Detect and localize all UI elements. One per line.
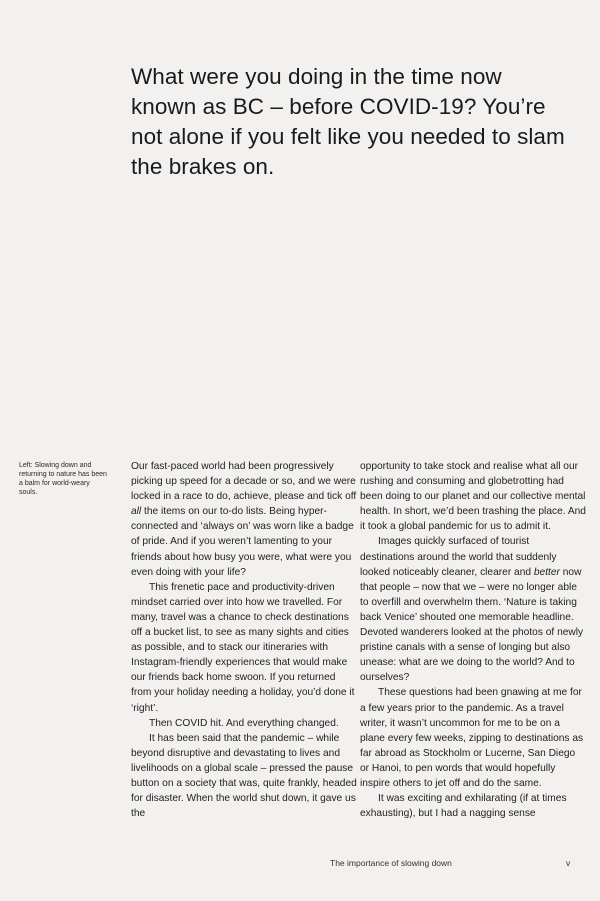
emphasis-text: all xyxy=(131,506,142,518)
paragraph xyxy=(360,534,586,685)
emphasis-text: better xyxy=(533,566,560,578)
paragraph-text: Images quickly surfaced of tourist destinations around the world that suddenly looked noticeably cleaner, clearer and xyxy=(360,536,557,578)
paragraph: It has been said that the pandemic – while beyond disruptive and devastating to lives and livelihoods on a global scale – pressed the pause button on a society that was, quite frankly, headed for disaster. When the world shut down, it gave us the xyxy=(131,732,357,820)
paragraph-text: Our fast-paced world had been progressively picking up speed for a decade or so, and we were locked in a race to do, achieve, please and tick off xyxy=(131,461,357,503)
paragraph xyxy=(131,459,357,580)
paragraph-text: the items on our to-do lists. Being hyper-connected and ‘always on’ was worn like a badge of pride. And if you weren’t lamenting to your friends about how busy you were, what were you even doing with your life? xyxy=(131,506,354,578)
body-column-right xyxy=(360,459,586,821)
paragraph-text: now that people – now that we – were no longer able to overfill and overwhelm them. ‘Nature is taking back Venice’ shouted one memorable headline. Devoted wanderers looked at the photos of newly pristine canals with a sense of longing but also unease: what are we doing to the world? And to ourselves? xyxy=(360,566,584,684)
photo-caption: Left: Slowing down and returning to nature has been a balm for world-weary souls. xyxy=(19,462,107,496)
paragraph: This frenetic pace and productivity-driven mindset carried over into how we travelled. For many, travel was a chance to check destinations off a bucket list, to see as many sights and cities as possible, and to stack our itineraries with Instagram-friendly experiences that would make our friends back home swoon. If you returned from your holiday needing a holiday, you’d done it ‘right’. xyxy=(131,581,355,714)
paragraph: These questions had been gnawing at me for a few years prior to the pandemic. As a travel writer, it wasn’t uncommon for me to be on a plane every few weeks, zipping to destinations as far abroad as Stockholm or Lucerne, San Diego or Hanoi, to pen words that would hopefully inspire others to jet off and do the same. xyxy=(360,687,584,789)
body-column-left xyxy=(131,459,357,821)
running-footer-title: The importance of slowing down xyxy=(330,858,452,868)
headline: What were you doing in the time now known as BC – before COVID-19? You’re not alone if you felt like you needed to slam the brakes on. xyxy=(131,64,565,179)
paragraph: opportunity to take stock and realise what all our rushing and consuming and globetrotting had been doing to our planet and our collective mental health. In short, we’d been trashing the place. And it took a global pandemic for us to admit it. xyxy=(360,461,586,533)
paragraph: It was exciting and exhilarating (if at times exhausting), but I had a nagging sense xyxy=(360,793,567,820)
page-number: v xyxy=(566,858,571,868)
paragraph: Then COVID hit. And everything changed. xyxy=(149,717,339,729)
